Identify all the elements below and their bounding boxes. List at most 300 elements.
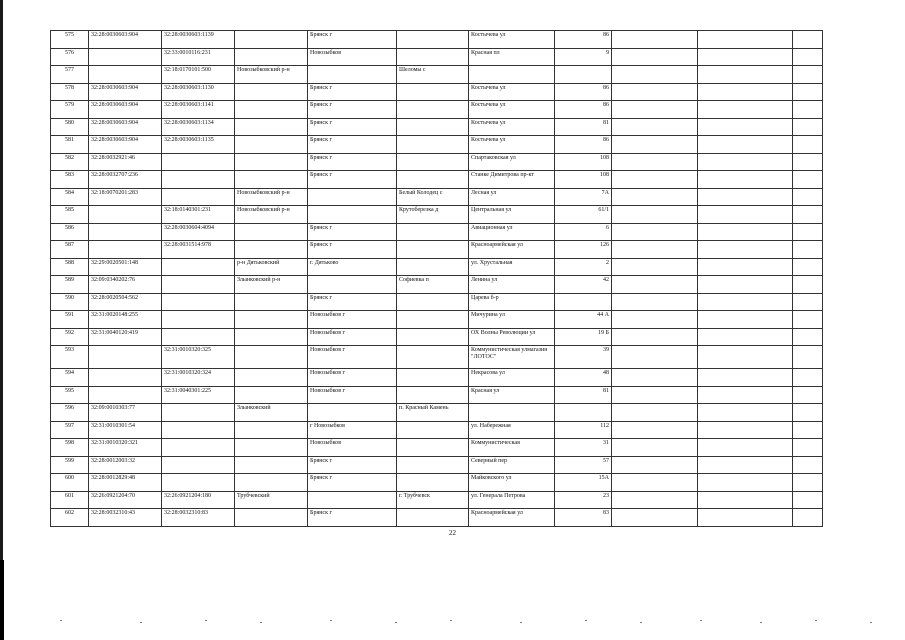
street-cell: Костычева ул bbox=[469, 118, 555, 136]
empty-cell bbox=[698, 48, 793, 66]
street-cell: Спартаковская ул bbox=[469, 153, 555, 171]
house-number-cell: 7А bbox=[555, 188, 612, 206]
city-cell: Новозыбков г bbox=[308, 369, 397, 387]
cadastral-parcel-cell bbox=[89, 346, 162, 369]
settlement-cell bbox=[397, 241, 469, 259]
cadastral-object-cell bbox=[162, 474, 235, 492]
cadastral-parcel-cell bbox=[89, 241, 162, 259]
empty-cell bbox=[612, 31, 698, 49]
empty-cell bbox=[793, 346, 823, 369]
house-number-cell: 86 bbox=[555, 136, 612, 154]
cadastral-object-cell: 32:28:0030604:4094 bbox=[162, 223, 235, 241]
house-number-cell bbox=[555, 404, 612, 422]
cadastral-parcel-cell: 32:31:0020148:255 bbox=[89, 311, 162, 329]
settlement-cell bbox=[397, 474, 469, 492]
cadastral-parcel-cell bbox=[89, 66, 162, 84]
noise-dot bbox=[395, 622, 397, 623]
empty-cell bbox=[612, 206, 698, 224]
table-row bbox=[51, 474, 823, 492]
cadastral-parcel-cell: 32:18:0070201:283 bbox=[89, 188, 162, 206]
empty-cell bbox=[793, 118, 823, 136]
district-cell bbox=[235, 31, 308, 49]
district-cell: Новозыбковский р-н bbox=[235, 206, 308, 224]
cadastral-parcel-cell bbox=[89, 386, 162, 404]
cadastral-object-cell bbox=[162, 258, 235, 276]
street-cell: Мичурина ул bbox=[469, 311, 555, 329]
empty-cell bbox=[698, 101, 793, 119]
table-row bbox=[51, 241, 823, 259]
cadastral-object-cell: 32:33:0010116:231 bbox=[162, 48, 235, 66]
street-cell: Коммунистическая улмагазин "ЛОТОС" bbox=[469, 346, 555, 369]
settlement-cell bbox=[397, 101, 469, 119]
empty-cell bbox=[612, 404, 698, 422]
district-cell: Новозыбковский р-н bbox=[235, 66, 308, 84]
district-cell: Злынковский bbox=[235, 404, 308, 422]
cadastral-object-cell bbox=[162, 421, 235, 439]
district-cell bbox=[235, 346, 308, 369]
street-cell: ОХ Волны Революции ул bbox=[469, 328, 555, 346]
district-cell bbox=[235, 48, 308, 66]
empty-cell bbox=[793, 404, 823, 422]
empty-cell bbox=[698, 188, 793, 206]
house-number-cell: 44 А bbox=[555, 311, 612, 329]
cadastral-parcel-cell: 32:28:0012829:48 bbox=[89, 474, 162, 492]
row-number-cell: 577 bbox=[51, 66, 89, 84]
street-cell: ул. Генерала Петрова bbox=[469, 491, 555, 509]
empty-cell bbox=[793, 31, 823, 49]
settlement-cell bbox=[397, 456, 469, 474]
settlement-cell bbox=[397, 83, 469, 101]
street-cell: Станке Димитрова пр-кт bbox=[469, 171, 555, 189]
district-cell: Трубчевский bbox=[235, 491, 308, 509]
table-row bbox=[51, 171, 823, 189]
empty-cell bbox=[612, 171, 698, 189]
cadastral-parcel-cell: 32:28:0012003:32 bbox=[89, 456, 162, 474]
empty-cell bbox=[612, 48, 698, 66]
empty-cell bbox=[793, 223, 823, 241]
empty-cell bbox=[698, 241, 793, 259]
district-cell bbox=[235, 369, 308, 387]
empty-cell bbox=[698, 456, 793, 474]
city-cell: Брянск г bbox=[308, 101, 397, 119]
empty-cell bbox=[698, 293, 793, 311]
empty-cell bbox=[793, 171, 823, 189]
city-cell: Брянск г bbox=[308, 153, 397, 171]
cadastral-object-cell: 32:18:0170101:500 bbox=[162, 66, 235, 84]
cadastral-parcel-cell: 32:09:0340202:76 bbox=[89, 276, 162, 294]
row-number-cell: 597 bbox=[51, 421, 89, 439]
cadastral-object-cell bbox=[162, 276, 235, 294]
street-cell: ул. Набережная bbox=[469, 421, 555, 439]
cadastral-parcel-cell bbox=[89, 369, 162, 387]
empty-cell bbox=[698, 439, 793, 457]
empty-cell bbox=[612, 346, 698, 369]
empty-cell bbox=[612, 293, 698, 311]
cadastral-object-cell bbox=[162, 153, 235, 171]
settlement-cell bbox=[397, 346, 469, 369]
house-number-cell: 86 bbox=[555, 31, 612, 49]
street-cell: Костычева ул bbox=[469, 101, 555, 119]
table-row bbox=[51, 66, 823, 84]
empty-cell bbox=[698, 66, 793, 84]
empty-cell bbox=[698, 171, 793, 189]
cadastral-object-cell bbox=[162, 311, 235, 329]
cadastral-parcel-cell: 32:31:0010320:321 bbox=[89, 439, 162, 457]
empty-cell bbox=[612, 369, 698, 387]
empty-cell bbox=[793, 293, 823, 311]
cadastral-parcel-cell: 32:26:0921204:70 bbox=[89, 491, 162, 509]
cadastral-parcel-cell bbox=[89, 48, 162, 66]
empty-cell bbox=[612, 83, 698, 101]
cadastral-object-cell: 32:28:0032310:83 bbox=[162, 509, 235, 527]
house-number-cell bbox=[555, 66, 612, 84]
house-number-cell: 83 bbox=[555, 509, 612, 527]
settlement-cell: Софиевка п bbox=[397, 276, 469, 294]
district-cell bbox=[235, 386, 308, 404]
empty-cell bbox=[793, 101, 823, 119]
empty-cell bbox=[793, 474, 823, 492]
district-cell: Новозыбковский р-н bbox=[235, 188, 308, 206]
empty-cell bbox=[793, 311, 823, 329]
city-cell: Брянск г bbox=[308, 223, 397, 241]
house-number-cell: 57 bbox=[555, 456, 612, 474]
cadastral-parcel-cell: 32:28:0030603:904 bbox=[89, 118, 162, 136]
cadastral-parcel-cell: 32:09:0010303:77 bbox=[89, 404, 162, 422]
empty-cell bbox=[698, 223, 793, 241]
city-cell: г. Дятьково bbox=[308, 258, 397, 276]
table-row bbox=[51, 328, 823, 346]
district-cell bbox=[235, 241, 308, 259]
cadastral-parcel-cell: 32:28:0020504:562 bbox=[89, 293, 162, 311]
empty-cell bbox=[612, 223, 698, 241]
table-row bbox=[51, 101, 823, 119]
street-cell: Красная пл bbox=[469, 48, 555, 66]
street-cell bbox=[469, 404, 555, 422]
cadastral-parcel-cell: 32:28:0030603:904 bbox=[89, 136, 162, 154]
empty-cell bbox=[698, 328, 793, 346]
city-cell: Брянск г bbox=[308, 83, 397, 101]
table-row bbox=[51, 293, 823, 311]
street-cell: Некрасова ул bbox=[469, 369, 555, 387]
street-cell bbox=[469, 66, 555, 84]
cadastral-object-cell: 32:31:0010320:324 bbox=[162, 369, 235, 387]
empty-cell bbox=[793, 491, 823, 509]
empty-cell bbox=[793, 241, 823, 259]
street-cell: Майковского ул bbox=[469, 474, 555, 492]
house-number-cell: 108 bbox=[555, 171, 612, 189]
cadastral-object-cell: 32:18:0140301:231 bbox=[162, 206, 235, 224]
row-number-cell: 593 bbox=[51, 346, 89, 369]
noise-dot bbox=[450, 620, 452, 621]
empty-cell bbox=[698, 404, 793, 422]
house-number-cell: 48 bbox=[555, 369, 612, 387]
row-number-cell: 602 bbox=[51, 509, 89, 527]
noise-dot bbox=[870, 622, 872, 623]
row-number-cell: 591 bbox=[51, 311, 89, 329]
cadastral-object-cell: 32:28:0030603:1130 bbox=[162, 83, 235, 101]
house-number-cell: 86 bbox=[555, 101, 612, 119]
district-cell bbox=[235, 153, 308, 171]
table-row bbox=[51, 404, 823, 422]
street-cell: Северный пер bbox=[469, 456, 555, 474]
empty-cell bbox=[793, 206, 823, 224]
house-number-cell: 2 bbox=[555, 258, 612, 276]
city-cell: Брянск г bbox=[308, 456, 397, 474]
page-number: 22 bbox=[449, 529, 456, 537]
cadastral-object-cell: 32:28:0030603:1139 bbox=[162, 31, 235, 49]
settlement-cell bbox=[397, 328, 469, 346]
house-number-cell: 61/1 bbox=[555, 206, 612, 224]
empty-cell bbox=[612, 509, 698, 527]
city-cell bbox=[308, 276, 397, 294]
settlement-cell bbox=[397, 153, 469, 171]
city-cell: Новозыбков bbox=[308, 48, 397, 66]
noise-dot bbox=[205, 620, 207, 621]
empty-cell bbox=[612, 328, 698, 346]
row-number-cell: 598 bbox=[51, 439, 89, 457]
street-cell: Костычева ул bbox=[469, 31, 555, 49]
row-number-cell: 575 bbox=[51, 31, 89, 49]
row-number-cell: 594 bbox=[51, 369, 89, 387]
city-cell: Брянск г bbox=[308, 293, 397, 311]
settlement-cell bbox=[397, 223, 469, 241]
cadastral-parcel-cell: 32:28:0030603:904 bbox=[89, 83, 162, 101]
settlement-cell bbox=[397, 136, 469, 154]
cadastral-object-cell: 32:31:0010320:325 bbox=[162, 346, 235, 369]
city-cell: Новозыбков г bbox=[308, 311, 397, 329]
table-row bbox=[51, 258, 823, 276]
house-number-cell bbox=[555, 293, 612, 311]
row-number-cell: 586 bbox=[51, 223, 89, 241]
table-row bbox=[51, 223, 823, 241]
cadastral-parcel-cell: 32:28:0032921:46 bbox=[89, 153, 162, 171]
city-cell: Брянск г bbox=[308, 118, 397, 136]
cadastral-object-cell bbox=[162, 293, 235, 311]
city-cell: Брянск г bbox=[308, 136, 397, 154]
house-number-cell: 15А bbox=[555, 474, 612, 492]
table-row bbox=[51, 136, 823, 154]
table-row bbox=[51, 311, 823, 329]
empty-cell bbox=[612, 456, 698, 474]
table-row bbox=[51, 276, 823, 294]
cadastral-object-cell bbox=[162, 328, 235, 346]
empty-cell bbox=[793, 83, 823, 101]
cadastral-parcel-cell: 32:28:0030603:904 bbox=[89, 101, 162, 119]
empty-cell bbox=[612, 258, 698, 276]
empty-cell bbox=[612, 188, 698, 206]
house-number-cell: 19 Б bbox=[555, 328, 612, 346]
city-cell bbox=[308, 66, 397, 84]
row-number-cell: 596 bbox=[51, 404, 89, 422]
scan-edge bbox=[0, 0, 3, 640]
empty-cell bbox=[612, 118, 698, 136]
house-number-cell: 108 bbox=[555, 153, 612, 171]
street-cell: Царева б-р bbox=[469, 293, 555, 311]
empty-cell bbox=[698, 258, 793, 276]
empty-cell bbox=[793, 276, 823, 294]
house-number-cell: 81 bbox=[555, 386, 612, 404]
empty-cell bbox=[698, 386, 793, 404]
settlement-cell bbox=[397, 509, 469, 527]
cadastral-object-cell bbox=[162, 171, 235, 189]
cadastral-parcel-cell: 32:31:0040120:419 bbox=[89, 328, 162, 346]
row-number-cell: 599 bbox=[51, 456, 89, 474]
cadastral-object-cell: 32:28:0030603:1134 bbox=[162, 118, 235, 136]
street-cell: Красная ул bbox=[469, 386, 555, 404]
empty-cell bbox=[612, 311, 698, 329]
row-number-cell: 580 bbox=[51, 118, 89, 136]
district-cell bbox=[235, 223, 308, 241]
city-cell: Новозыбков г bbox=[308, 328, 397, 346]
row-number-cell: 588 bbox=[51, 258, 89, 276]
cadastral-parcel-cell: 32:28:0032707:236 bbox=[89, 171, 162, 189]
street-cell: Авиационная ул bbox=[469, 223, 555, 241]
cadastral-object-cell: 32:28:0030603:1135 bbox=[162, 136, 235, 154]
cadastral-parcel-cell bbox=[89, 206, 162, 224]
empty-cell bbox=[612, 276, 698, 294]
street-cell: Лесная ул bbox=[469, 188, 555, 206]
street-cell: Костычева ул bbox=[469, 83, 555, 101]
empty-cell bbox=[698, 136, 793, 154]
scan-noise bbox=[0, 620, 905, 626]
house-number-cell: 86 bbox=[555, 83, 612, 101]
noise-dot bbox=[140, 622, 142, 623]
cadastral-object-cell bbox=[162, 456, 235, 474]
street-cell: ул. Хрустальная bbox=[469, 258, 555, 276]
empty-cell bbox=[793, 136, 823, 154]
city-cell bbox=[308, 188, 397, 206]
cadastral-object-cell bbox=[162, 188, 235, 206]
cadastral-parcel-cell: 32:28:0030603:904 bbox=[89, 31, 162, 49]
city-cell: Новозыбков г bbox=[308, 346, 397, 369]
street-cell: Костычева ул bbox=[469, 136, 555, 154]
district-cell bbox=[235, 293, 308, 311]
empty-cell bbox=[793, 386, 823, 404]
empty-cell bbox=[698, 83, 793, 101]
cadastral-parcel-cell: 32:28:0032310:43 bbox=[89, 509, 162, 527]
cadastral-object-cell bbox=[162, 404, 235, 422]
cadastral-object-cell: 32:26:0921204:180 bbox=[162, 491, 235, 509]
district-cell bbox=[235, 118, 308, 136]
city-cell: Новозыбков г bbox=[308, 386, 397, 404]
table-row bbox=[51, 188, 823, 206]
empty-cell bbox=[793, 421, 823, 439]
table-row bbox=[51, 456, 823, 474]
empty-cell bbox=[612, 474, 698, 492]
noise-dot bbox=[700, 620, 702, 621]
cadastral-parcel-cell: 32:29:0020501:148 bbox=[89, 258, 162, 276]
noise-dot bbox=[330, 620, 332, 621]
street-cell: Ленина ул bbox=[469, 276, 555, 294]
city-cell: Новозыбков bbox=[308, 439, 397, 457]
row-number-cell: 578 bbox=[51, 83, 89, 101]
empty-cell bbox=[612, 66, 698, 84]
empty-cell bbox=[698, 311, 793, 329]
empty-cell bbox=[793, 439, 823, 457]
district-cell bbox=[235, 474, 308, 492]
city-cell: Брянск г bbox=[308, 509, 397, 527]
noise-dot bbox=[520, 622, 522, 623]
district-cell bbox=[235, 171, 308, 189]
city-cell: Брянск г bbox=[308, 31, 397, 49]
empty-cell bbox=[698, 153, 793, 171]
district-cell: Злынковский р-н bbox=[235, 276, 308, 294]
cadastral-parcel-cell bbox=[89, 223, 162, 241]
table-row bbox=[51, 118, 823, 136]
district-cell bbox=[235, 421, 308, 439]
row-number-cell: 576 bbox=[51, 48, 89, 66]
empty-cell bbox=[793, 369, 823, 387]
district-cell bbox=[235, 311, 308, 329]
district-cell bbox=[235, 456, 308, 474]
street-cell: Красноармейская ул bbox=[469, 509, 555, 527]
settlement-cell bbox=[397, 421, 469, 439]
row-number-cell: 600 bbox=[51, 474, 89, 492]
house-number-cell: 39 bbox=[555, 346, 612, 369]
table-row bbox=[51, 509, 823, 527]
city-cell bbox=[308, 491, 397, 509]
table-row bbox=[51, 206, 823, 224]
row-number-cell: 592 bbox=[51, 328, 89, 346]
settlement-cell bbox=[397, 369, 469, 387]
row-number-cell: 595 bbox=[51, 386, 89, 404]
district-cell bbox=[235, 101, 308, 119]
street-cell: Красноармейская ул bbox=[469, 241, 555, 259]
empty-cell bbox=[793, 153, 823, 171]
house-number-cell: 112 bbox=[555, 421, 612, 439]
noise-dot bbox=[815, 620, 817, 621]
settlement-cell: г. Трубчевск bbox=[397, 491, 469, 509]
table-body bbox=[51, 31, 823, 527]
noise-dot bbox=[260, 622, 262, 623]
district-cell bbox=[235, 83, 308, 101]
house-number-cell: 9 bbox=[555, 48, 612, 66]
noise-dot bbox=[760, 622, 762, 623]
property-register-table bbox=[50, 30, 823, 527]
house-number-cell: 31 bbox=[555, 439, 612, 457]
empty-cell bbox=[698, 369, 793, 387]
settlement-cell bbox=[397, 439, 469, 457]
table-row bbox=[51, 369, 823, 387]
district-cell bbox=[235, 136, 308, 154]
cadastral-object-cell: 32:31:0040301:225 bbox=[162, 386, 235, 404]
district-cell: р-н Дятьковский bbox=[235, 258, 308, 276]
cadastral-object-cell: 32:28:0030603:1141 bbox=[162, 101, 235, 119]
row-number-cell: 579 bbox=[51, 101, 89, 119]
house-number-cell: 81 bbox=[555, 118, 612, 136]
table-row bbox=[51, 386, 823, 404]
table-row bbox=[51, 153, 823, 171]
row-number-cell: 581 bbox=[51, 136, 89, 154]
empty-cell bbox=[612, 386, 698, 404]
empty-cell bbox=[793, 188, 823, 206]
empty-cell bbox=[698, 474, 793, 492]
empty-cell bbox=[698, 509, 793, 527]
settlement-cell: п. Красный Камень bbox=[397, 404, 469, 422]
district-cell bbox=[235, 328, 308, 346]
empty-cell bbox=[698, 276, 793, 294]
settlement-cell: Белый Колодец с bbox=[397, 188, 469, 206]
table-row bbox=[51, 83, 823, 101]
empty-cell bbox=[612, 136, 698, 154]
noise-dot bbox=[60, 620, 62, 621]
empty-cell bbox=[698, 206, 793, 224]
settlement-cell bbox=[397, 48, 469, 66]
city-cell bbox=[308, 206, 397, 224]
settlement-cell bbox=[397, 118, 469, 136]
cadastral-object-cell bbox=[162, 439, 235, 457]
empty-cell bbox=[793, 258, 823, 276]
